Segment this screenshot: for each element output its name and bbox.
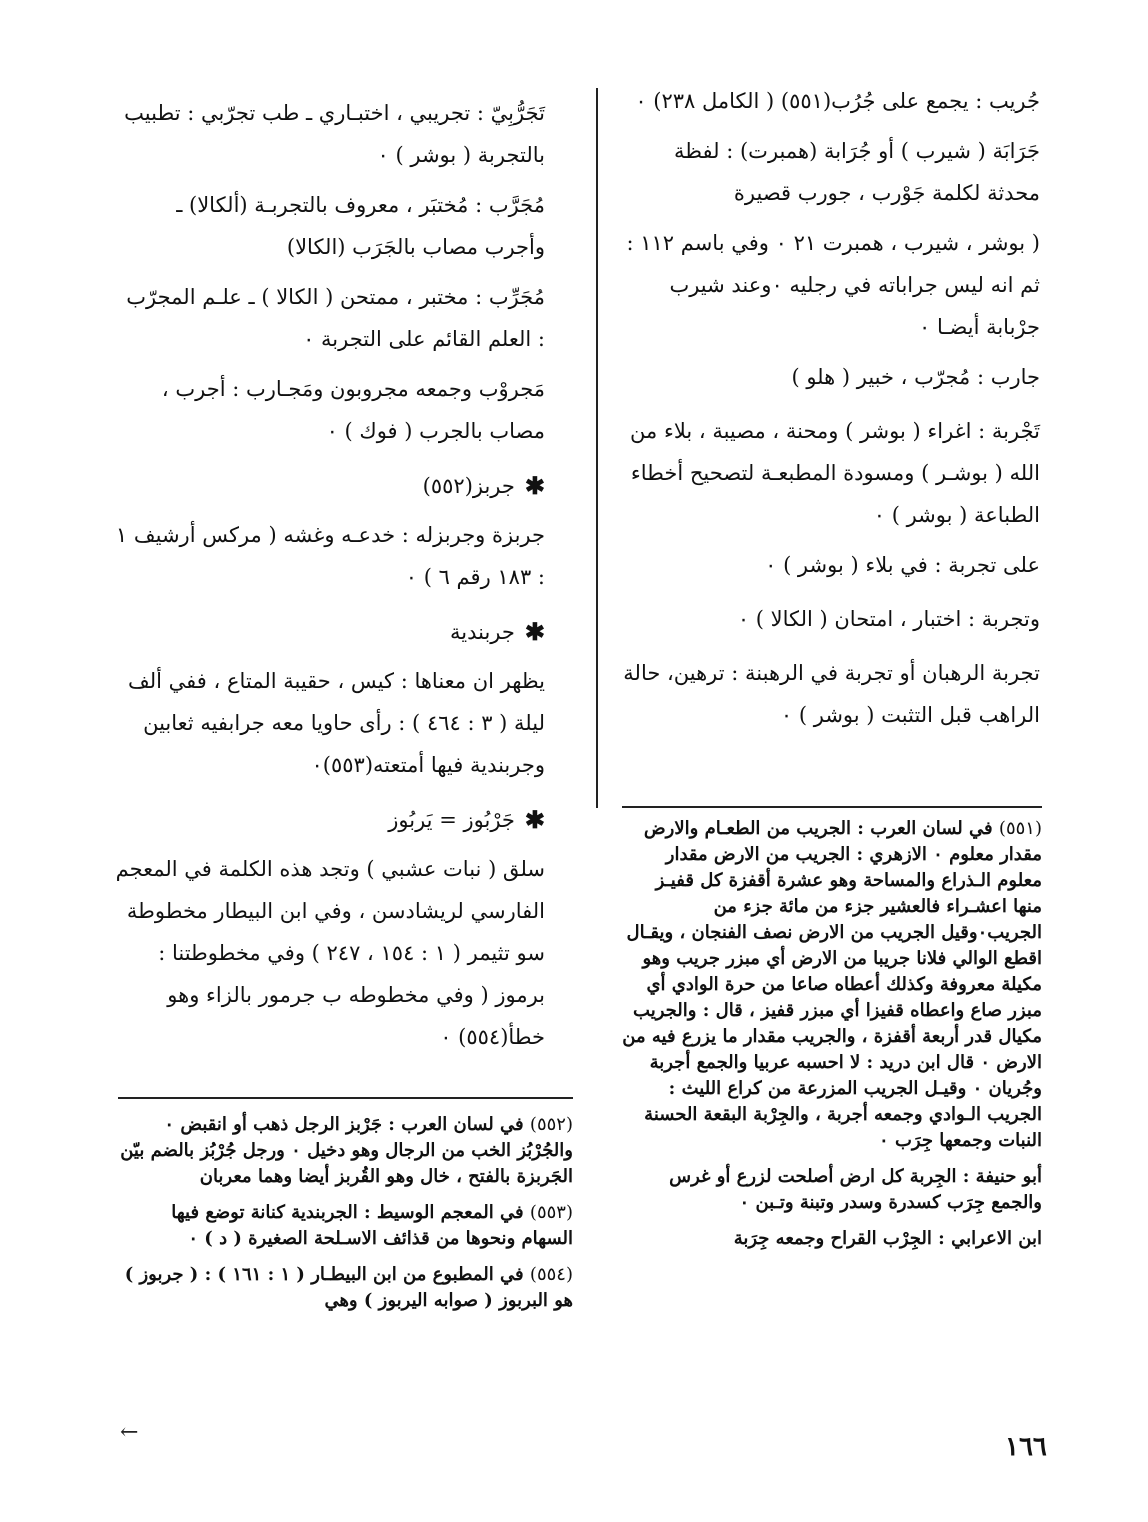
footnote-separator-right (622, 806, 1042, 808)
footnote-551 (622, 816, 1042, 1154)
entry-juraba: جَرَابَة ( شيرب ) أو جُرَابة (همبرت) : لفظة محدثة لكلمة جَوْرب ، جورب قصيرة (674, 139, 1040, 205)
footnotes-right (622, 816, 1042, 1262)
footnote-number: (٥٥٤) (529, 1264, 573, 1285)
continuation-arrow-icon: ← (120, 1420, 139, 1445)
footnote-text: في المطبوع من ابن البيطـار ( ١ : ١٦١ ) : ( جربوز ) هو البربوز ( صوابه اليربوز ) وهي (124, 1264, 573, 1311)
entry-tajarrubi: تَجَرُّبِيّ : تجريبي ، اختبـاري ـ طب تجرّبي : تطبيب بالتجربة ( بوشر ) ٠ (124, 101, 545, 167)
footnote-554 (118, 1262, 573, 1314)
entry-mujarrab: مُجَرَّب : مُختبَر ، معروف بالتجربـة (ألكالا) ـ وأجرب مصاب بالجَرَب (الكالا) (176, 193, 545, 259)
entry-juraba-refs: ( بوشر ، شيرب ، همبرت ٢١ ٠ وفي باسم ١١٢ : ثم انه ليس جراباته في رجليه ٠وعند شيرب جرْبابة أيضـا ٠ (626, 231, 1040, 339)
column-divider (596, 88, 598, 808)
footnote-text: في المعجم الوسيط : الجربندية كنانة توضع فيها السهام ونحوها من قذائف الاسـلحة الصغيرة ( د ) ٠ (171, 1202, 573, 1249)
left-column (115, 92, 545, 1066)
footnote-number: (٥٥٣) (529, 1202, 573, 1223)
footnote-separator-left (118, 1097, 573, 1099)
entry-tajriba: تَجْربة : اغراء ( بوشر ) ومحنة ، مصيبة ، بلاء من الله ( بوشـر ) ومسودة المطبعـة لتصحيح أخطاء الطباعة ( بوشر ) ٠ (630, 419, 1040, 527)
page-number: ١٦٦ (1005, 1432, 1047, 1462)
footnotes-left (118, 1112, 573, 1324)
entry-wa-tajriba: وتجربة : اختبار ، امتحان ( الكالا ) ٠ (737, 607, 1040, 631)
footnote-552 (118, 1112, 573, 1190)
section-title-text: جربندية (450, 620, 515, 644)
section-body-jarbuz: سلق ( نبات عشبي ) وتجد هذه الكلمة في المعجم الفارسي لريشادسن ، وفي ابن البيطار مخطوطة سو تثيمر ( ١ : ١٥٤ ، ٢٤٧ ) وفي مخطوطتنا : برموز ( وفي مخطوطه ب جرمور بالزاء وهو خطأ(٥٥٤) ٠ (115, 857, 545, 1049)
entry-ala-tajriba: على تجربة : في بلاء ( بوشر ) ٠ (765, 553, 1040, 577)
entry-tajribat-alruhban: تجربة الرهبان أو تجربة في الرهبنة : ترهين، حالة الراهب قبل التثبت ( بوشر ) ٠ (623, 661, 1040, 727)
section-title-text: جربز(٥٥٢) (422, 474, 515, 498)
entry-majrub: مَجروْب وجمعه مجروبون ومَجـارب : أجرب ، مصاب بالجرب ( فوك ) ٠ (161, 377, 545, 443)
asterisk-icon: ✱ (524, 617, 545, 646)
asterisk-icon: ✱ (524, 805, 545, 834)
section-body-jarbaz: جربزة وجربزله : خدعـه وغشه ( مركس أرشيف ١ : ١٨٣ رقم ٦ ) ٠ (115, 523, 545, 589)
section-body-jarbandiyya: يظهر ان معناها : كيس ، حقيبة المتاع ، ففي ألف ليلة ( ٣ : ٤٦٤ ) : رأى حاويا معه جرابفيه ثعابين وجربندية فيها أمتعته(٥٥٣)٠ (128, 669, 545, 777)
footnote-text: في لسان العرب : الجريب من الطعـام والارض مقدار معلوم ٠ الازهري : الجريب من الارض مقدار معلوم الـذراع والمساحة وهو عشرة أقفزة كل قفيـز منها اعشـراء فالعشير جزء من مائة جزء من الجريب٠وقيل الجريب من الارض نصف الفنجان ، ويقـال اقطع الوالي فلانا جريبا من الارض أي مبزر جريب وهو مكيلة معروفة وكذلك أعطاه صاعا من حرة الوادي أي مبزر صاع واعطاه قفيزا أي مبزر قفيز ، قال : والجريب مكيال قدر أربعة أقفزة ، والجريب مقدار ما يزرع فيه من الارض ٠ قال ابن دريد : لا احسبه عربيا والجمع أجربة وجُريان ٠ وقيـل الجريب المزرعة من كراع الليث : الجريب الـوادي وجمعه أجربة ، والجِرْبة البقعة الحسنة النبات وجمعها جِرَب ٠ (622, 818, 1042, 1151)
footnote-number: (٥٥٢) (529, 1114, 573, 1135)
footnote-text: ابن الاعرابي : الجِرْب القراح وجمعه جِرَبة (733, 1228, 1042, 1249)
section-title-text: جَرْبُوز = يَربُوز (388, 808, 515, 832)
right-column (620, 80, 1040, 744)
section-heading-jarbaz (115, 466, 545, 506)
entry-jarib: جارب : مُجرّب ، خبير ( هلو ) (791, 365, 1040, 389)
entry-mujarrib: مُجَرِّب : مختبر ، ممتحن ( الكالا ) ـ علـم المجرّب : العلم القائم على التجربة ٠ (126, 285, 545, 351)
asterisk-icon: ✱ (524, 471, 545, 500)
entry-jurayb: جُريب : يجمع على جُرُب(٥٥١) ( الكامل ٢٣٨) ٠ (635, 89, 1040, 113)
footnote-text: في لسان العرب : جَرْبز الرجل ذهب أو انقبض ٠ والجُرْبُز الخب من الرجال وهو دخيل ٠ ورجل جُرْبُز بالضم بيّن الجَربزة بالفتح ، خال وهو القُربز أيضا وهما معربان (120, 1114, 573, 1187)
footnote-553 (118, 1200, 573, 1252)
footnote-number: (٥٥١) (998, 818, 1042, 839)
section-heading-jarbandiyya (115, 612, 545, 652)
footnote-text: أبو حنيفة : الجِربة كل ارض أصلحت لزرع أو غرس والجمع جِرَب كسدرة وسدر وتبنة وتـبن ٠ (669, 1166, 1042, 1213)
section-heading-jarbuz (115, 800, 545, 840)
footnote-551-ibn-alarabi (622, 1226, 1042, 1252)
footnote-551-abu-hanifa (622, 1164, 1042, 1216)
